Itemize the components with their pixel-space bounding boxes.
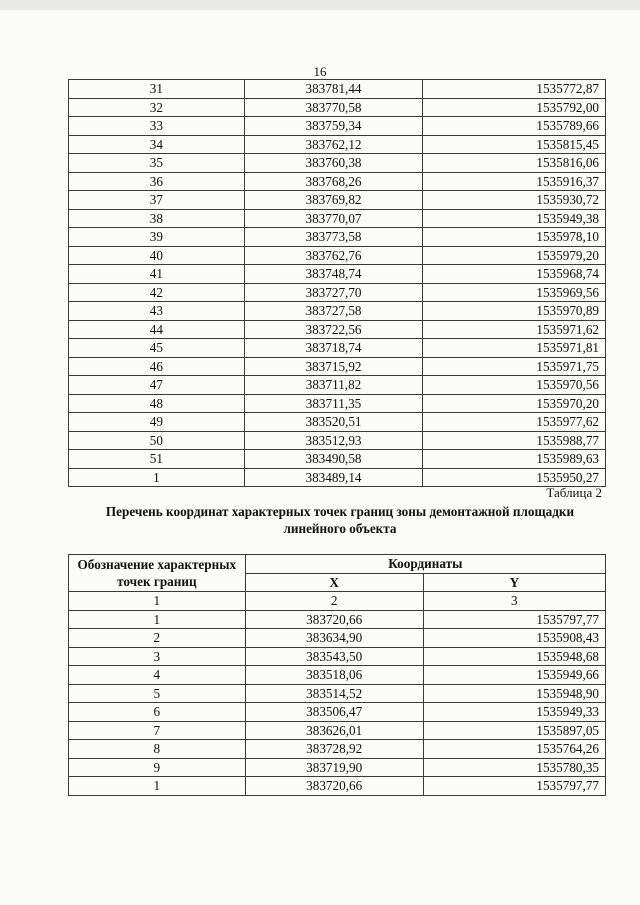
y-coordinate-cell: 1535930,72 (423, 191, 606, 210)
point-number-cell: 45 (69, 339, 245, 358)
x-coordinate-cell: 383490,58 (244, 450, 423, 469)
point-number-cell: 51 (69, 450, 245, 469)
x-coordinate-cell: 383773,58 (244, 228, 423, 247)
point-number-cell: 6 (69, 703, 246, 722)
y-coordinate-cell: 1535950,27 (423, 468, 606, 487)
x-coordinate-cell: 383520,51 (244, 413, 423, 432)
table-row (69, 320, 606, 339)
table-row (69, 413, 606, 432)
x-coordinate-cell: 383727,58 (244, 302, 423, 321)
x-coordinate-cell: 383715,92 (244, 357, 423, 376)
x-coordinate-cell: 383759,34 (244, 117, 423, 136)
y-coordinate-cell: 1535968,74 (423, 265, 606, 284)
y-coordinate-cell: 1535988,77 (423, 431, 606, 450)
x-coordinate-cell: 383626,01 (245, 721, 423, 740)
x-coordinate-cell: 383543,50 (245, 647, 423, 666)
point-number-cell: 38 (69, 209, 245, 228)
point-number-cell: 9 (69, 758, 246, 777)
table-caption: Перечень координат характерных точек границ зоны демонтажной площадки линейного объекта (105, 504, 575, 536)
x-coordinate-cell: 383711,82 (244, 376, 423, 395)
table-row (69, 450, 606, 469)
y-coordinate-cell: 1535789,66 (423, 117, 606, 136)
table-row (69, 777, 606, 796)
y-coordinate-cell: 1535897,05 (423, 721, 605, 740)
table-row (69, 721, 606, 740)
y-coordinate-cell: 1535816,06 (423, 154, 606, 173)
point-number-cell: 48 (69, 394, 245, 413)
y-coordinate-cell: 1535908,43 (423, 629, 605, 648)
y-coordinate-cell: 1535948,90 (423, 684, 605, 703)
point-number-cell: 34 (69, 135, 245, 154)
coordinates-table-2-body (69, 610, 606, 795)
coordinates-table-2 (68, 554, 606, 796)
y-coordinate-cell: 1535948,68 (423, 647, 605, 666)
header-x: X (245, 573, 423, 592)
point-number-cell: 47 (69, 376, 245, 395)
point-number-cell: 42 (69, 283, 245, 302)
scan-top-band (0, 0, 640, 10)
point-number-cell: 8 (69, 740, 246, 759)
table-row (69, 172, 606, 191)
x-coordinate-cell: 383781,44 (244, 80, 423, 99)
point-number-cell: 46 (69, 357, 245, 376)
table-row (69, 302, 606, 321)
table-row (69, 468, 606, 487)
table-row (69, 209, 606, 228)
y-coordinate-cell: 1535970,20 (423, 394, 606, 413)
point-number-cell: 40 (69, 246, 245, 265)
y-coordinate-cell: 1535970,56 (423, 376, 606, 395)
x-coordinate-cell: 383711,35 (244, 394, 423, 413)
point-number-cell: 49 (69, 413, 245, 432)
table-row (69, 339, 606, 358)
x-coordinate-cell: 383506,47 (245, 703, 423, 722)
point-number-cell: 41 (69, 265, 245, 284)
y-coordinate-cell: 1535979,20 (423, 246, 606, 265)
table-row (69, 228, 606, 247)
point-number-cell: 5 (69, 684, 246, 703)
x-coordinate-cell: 383728,92 (245, 740, 423, 759)
y-coordinate-cell: 1535978,10 (423, 228, 606, 247)
point-number-cell: 36 (69, 172, 245, 191)
point-number-cell: 7 (69, 721, 246, 740)
point-number-cell: 33 (69, 117, 245, 136)
y-coordinate-cell: 1535949,33 (423, 703, 605, 722)
header-designation: Обозначение характерных точек границ (69, 555, 246, 592)
y-coordinate-cell: 1535970,89 (423, 302, 606, 321)
x-coordinate-cell: 383762,12 (244, 135, 423, 154)
header-row (69, 555, 606, 574)
table-row (69, 703, 606, 722)
y-coordinate-cell: 1535764,26 (423, 740, 605, 759)
point-number-cell: 4 (69, 666, 246, 685)
point-number-cell: 50 (69, 431, 245, 450)
coordinates-table-1 (68, 79, 606, 487)
x-coordinate-cell: 383720,66 (245, 610, 423, 629)
column-number: 3 (423, 592, 605, 611)
table-row (69, 246, 606, 265)
table-row (69, 283, 606, 302)
y-coordinate-cell: 1535971,81 (423, 339, 606, 358)
table-row (69, 80, 606, 99)
coordinates-table-1-body (69, 80, 606, 487)
table-row (69, 666, 606, 685)
y-coordinate-cell: 1535797,77 (423, 777, 605, 796)
column-number-row (69, 592, 606, 611)
y-coordinate-cell: 1535969,56 (423, 283, 606, 302)
table-row (69, 610, 606, 629)
point-number-cell: 44 (69, 320, 245, 339)
y-coordinate-cell: 1535916,37 (423, 172, 606, 191)
point-number-cell: 32 (69, 98, 245, 117)
x-coordinate-cell: 383512,93 (244, 431, 423, 450)
table-row (69, 758, 606, 777)
x-coordinate-cell: 383720,66 (245, 777, 423, 796)
coordinates-table-2-head (69, 555, 606, 611)
point-number-cell: 3 (69, 647, 246, 666)
x-coordinate-cell: 383768,26 (244, 172, 423, 191)
y-coordinate-cell: 1535797,77 (423, 610, 605, 629)
x-coordinate-cell: 383489,14 (244, 468, 423, 487)
y-coordinate-cell: 1535971,75 (423, 357, 606, 376)
table-row (69, 117, 606, 136)
header-coordinates: Координаты (245, 555, 605, 574)
point-number-cell: 43 (69, 302, 245, 321)
table-row (69, 647, 606, 666)
table-row (69, 431, 606, 450)
x-coordinate-cell: 383727,70 (244, 283, 423, 302)
x-coordinate-cell: 383748,74 (244, 265, 423, 284)
x-coordinate-cell: 383769,82 (244, 191, 423, 210)
x-coordinate-cell: 383760,38 (244, 154, 423, 173)
table-row (69, 629, 606, 648)
y-coordinate-cell: 1535815,45 (423, 135, 606, 154)
y-coordinate-cell: 1535949,66 (423, 666, 605, 685)
y-coordinate-cell: 1535971,62 (423, 320, 606, 339)
y-coordinate-cell: 1535780,35 (423, 758, 605, 777)
table-label: Таблица 2 (546, 485, 602, 500)
x-coordinate-cell: 383634,90 (245, 629, 423, 648)
point-number-cell: 37 (69, 191, 245, 210)
x-coordinate-cell: 383718,74 (244, 339, 423, 358)
column-number: 1 (69, 592, 246, 611)
table-row (69, 740, 606, 759)
x-coordinate-cell: 383770,07 (244, 209, 423, 228)
table-row (69, 154, 606, 173)
point-number-cell: 1 (69, 777, 246, 796)
point-number-cell: 31 (69, 80, 245, 99)
table-row (69, 191, 606, 210)
y-coordinate-cell: 1535977,62 (423, 413, 606, 432)
table-row (69, 98, 606, 117)
x-coordinate-cell: 383770,58 (244, 98, 423, 117)
table-row (69, 265, 606, 284)
x-coordinate-cell: 383518,06 (245, 666, 423, 685)
table-row (69, 135, 606, 154)
x-coordinate-cell: 383514,52 (245, 684, 423, 703)
y-coordinate-cell: 1535989,63 (423, 450, 606, 469)
table-row (69, 376, 606, 395)
x-coordinate-cell: 383719,90 (245, 758, 423, 777)
y-coordinate-cell: 1535792,00 (423, 98, 606, 117)
table-row (69, 394, 606, 413)
header-y: Y (423, 573, 605, 592)
x-coordinate-cell: 383762,76 (244, 246, 423, 265)
x-coordinate-cell: 383722,56 (244, 320, 423, 339)
point-number-cell: 2 (69, 629, 246, 648)
table-row (69, 357, 606, 376)
point-number-cell: 1 (69, 610, 246, 629)
point-number-cell: 35 (69, 154, 245, 173)
y-coordinate-cell: 1535772,87 (423, 80, 606, 99)
column-number: 2 (245, 592, 423, 611)
y-coordinate-cell: 1535949,38 (423, 209, 606, 228)
page-number: 16 (313, 64, 327, 79)
point-number-cell: 1 (69, 468, 245, 487)
point-number-cell: 39 (69, 228, 245, 247)
table-row (69, 684, 606, 703)
